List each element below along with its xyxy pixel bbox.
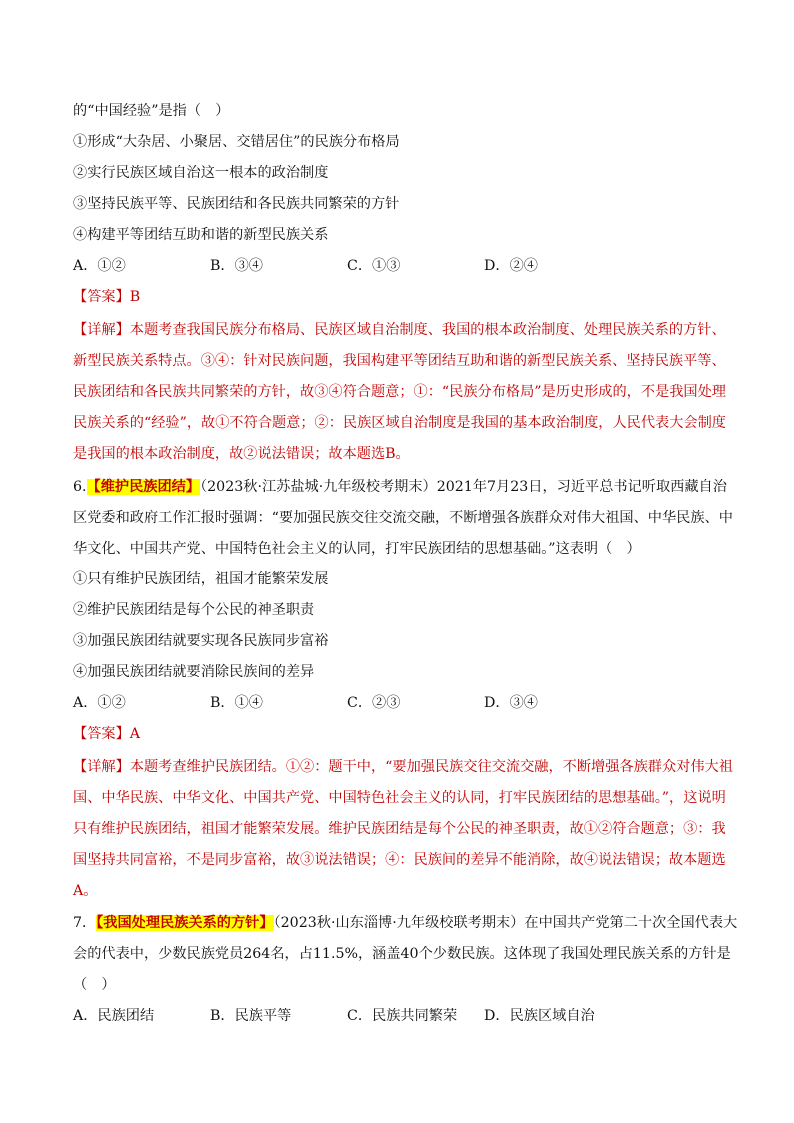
q6-number: 6. [73, 479, 87, 495]
q5-option-b: B．③④ [210, 258, 263, 274]
q6-item-3: ③加强民族团结就要实现各民族同步富裕 [73, 633, 329, 649]
q5-option-a: A．①② [73, 258, 126, 274]
q7-option-b: B．民族平等 [210, 1008, 292, 1024]
q5-option-c: C．①③ [347, 258, 401, 274]
q6-answer-label: 【答案】 [73, 726, 130, 742]
q5-detail-line-3: 民族团结和各民族共同繁荣的方针，故③④符合题意；①：“民族分布格局”是历史形成的，不是我国处理 [73, 384, 726, 400]
q6-option-a: A．①② [73, 695, 126, 711]
q5-item-1: ①形成“大杂居、小聚居、交错居住”的民族分布格局 [73, 134, 400, 150]
q5-option-d: D．②④ [484, 258, 538, 274]
q6-item-2: ②维护民族团结是每个公民的神圣职责 [73, 602, 315, 618]
q5-item-3: ③坚持民族平等、民族团结和各民族共同繁荣的方针 [73, 196, 400, 212]
q5-item-2: ②实行民族区域自治这一根本的政治制度 [73, 165, 329, 181]
q5-stem-tail: 的“中国经验”是指（ ） [73, 103, 230, 119]
q5-detail-line-4: 民族关系的“经验”，故①不符合题意；②：民族区域自治制度是我国的基本政治制度，人民代表大会制度 [73, 415, 726, 431]
q6-option-d: D．③④ [484, 695, 538, 711]
q5-detail-line-2: 新型民族关系特点。③④：针对民族问题，我国构建平等团结互助和谐的新型民族关系、坚持民族平等、 [73, 353, 726, 369]
q7-number: 7． [73, 915, 97, 931]
q6-detail-line-3: 只有维护民族团结，祖国才能繁荣发展。维护民族团结是每个公民的神圣职责，故①②符合题意；③：我 [73, 821, 726, 837]
q6-answer [73, 724, 728, 744]
q7-option-d: D．民族区域自治 [484, 1008, 595, 1024]
q5-detail-line-1: 【详解】本题考查我国民族分布格局、民族区域自治制度、我国的根本政治制度、处理民族关系的方针、 [73, 322, 726, 338]
q7-topic-tag: 【我国处理民族关系的方针】 [96, 915, 274, 931]
q6-detail-line-2: 国、中华民族、中华文化、中国共产党、中国特色社会主义的认同，打牢民族团结的思想基础。”，这说明 [73, 790, 726, 806]
q5-detail-label: 【详解】 [73, 322, 130, 338]
q7-stem-line-1: 7．【我国处理民族关系的方针】（2023秋·山东淄博·九年级校联考期末）在中国共产党第二十次全国代表大 [73, 915, 738, 931]
q7-stem-line-2: 会的代表中，少数民族党员264名，占11.5%，涵盖40个少数民族。这体现了我国处理民族关系的方针是 [73, 946, 731, 962]
q6-stem-line-3: 华文化、中国共产党、中国特色社会主义的认同，打牢民族团结的思想基础。”这表明（ ） [73, 541, 641, 557]
q6-detail-line-5: A。 [73, 883, 98, 899]
q5-answer [73, 287, 728, 307]
q6-stem-line-1: 6.【维护民族团结】（2023秋·江苏盐城·九年级校考期末）2021年7月23日，习近平总书记听取西藏自治 [73, 479, 727, 495]
q6-option-c: C．②③ [347, 695, 401, 711]
q6-item-1: ①只有维护民族团结，祖国才能繁荣发展 [73, 571, 329, 587]
q5-answer-label: 【答案】 [73, 289, 130, 305]
q5-answer-value: B [129, 289, 141, 305]
q6-answer-value: A [129, 726, 141, 742]
q7-option-c: C．民族共同繁荣 [347, 1008, 458, 1024]
q7-stem-line-3: （ ） [73, 977, 116, 993]
q5-detail-line-5: 是我国的根本政治制度，故②说法错误；故本题选B。 [73, 446, 410, 462]
q6-option-b: B．①④ [210, 695, 263, 711]
q6-stem-line-2: 区党委和政府工作汇报时强调：“要加强民族交往交流交融，不断增强各族群众对伟大祖国、中华民族、中 [73, 510, 733, 526]
q5-item-4: ④构建平等团结互助和谐的新型民族关系 [73, 227, 329, 243]
q6-topic-tag: 【维护民族团结】 [86, 479, 201, 495]
q6-detail-line-1: 【详解】本题考查维护民族团结。①②：题干中，“要加强民族交往交流交融，不断增强各族群众对伟大祖 [73, 759, 733, 775]
q6-detail-line-4: 国坚持共同富裕，不是同步富裕，故③说法错误；④：民族间的差异不能消除，故④说法错误；故本题选 [73, 852, 726, 868]
q7-option-a: A．民族团结 [73, 1008, 155, 1024]
q6-item-4: ④加强民族团结就要消除民族间的差异 [73, 664, 315, 680]
q6-detail-label: 【详解】 [73, 759, 130, 775]
